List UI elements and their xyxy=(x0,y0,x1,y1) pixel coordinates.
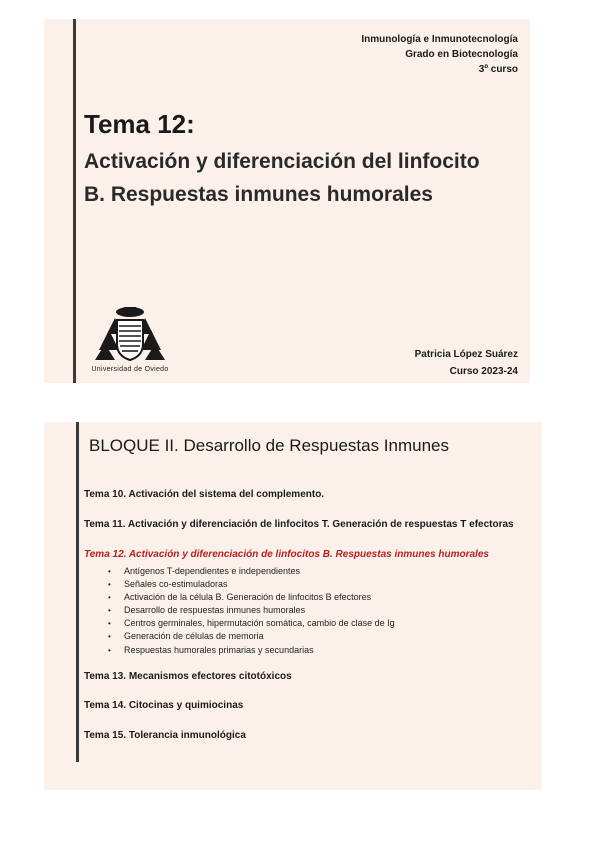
slide-subtitle: Activación y diferenciación del linfocito B. Respuestas inmunes humorales xyxy=(84,150,480,206)
author-info xyxy=(415,346,518,380)
list-item: • Centros germinales, hipermutación somática, cambio de clase de Ig xyxy=(108,617,395,630)
topic-10: Tema 10. Activación del sistema del complemento. xyxy=(84,489,325,500)
topic-12-subtopics xyxy=(108,565,395,657)
list-item: • Señales co-estimuladoras xyxy=(108,578,395,591)
topic-12-active: Tema 12. Activación y diferenciación de linfocitos B. Respuestas inmunes humorales xyxy=(84,549,489,560)
academic-year: Curso 2023-24 xyxy=(449,366,518,377)
list-item: • Generación de células de memoria xyxy=(108,630,395,643)
bloque-heading: BLOQUE II. Desarrollo de Respuestas Inmunes xyxy=(89,436,449,455)
topic-14: Tema 14. Citocinas y quimiocinas xyxy=(84,700,244,711)
topic-13: Tema 13. Mecanismos efectores citotóxicos xyxy=(84,671,292,682)
course-line-2: Grado en Biotecnología xyxy=(405,49,518,60)
course-info xyxy=(361,32,518,77)
index-slide xyxy=(44,422,542,790)
topic-11: Tema 11. Activación y diferenciación de linfocitos T. Generación de respuestas T efectoras xyxy=(84,519,514,530)
slide-title: Tema 12: xyxy=(84,109,195,139)
slide-accent-bar xyxy=(76,422,79,762)
list-item: • Activación de la célula B. Generación de linfocitos B efectores xyxy=(108,591,395,604)
course-line-3: 3º curso xyxy=(478,64,518,75)
list-item: • Antígenos T-dependientes e independientes xyxy=(108,565,395,578)
university-name: Universidad de Oviedo xyxy=(91,366,169,373)
slide-accent-bar xyxy=(73,19,76,383)
university-logo xyxy=(82,304,178,373)
university-crest-icon xyxy=(93,304,167,362)
course-line-1: Inmunología e Inmunotecnología xyxy=(361,34,518,45)
list-item: • Respuestas humorales primarias y secundarias xyxy=(108,644,395,657)
topic-15: Tema 15. Tolerancia inmunológica xyxy=(84,730,246,741)
title-slide xyxy=(44,19,530,383)
author-name: Patricia López Suárez xyxy=(414,349,518,360)
list-item: • Desarrollo de respuestas inmunes humorales xyxy=(108,604,395,617)
